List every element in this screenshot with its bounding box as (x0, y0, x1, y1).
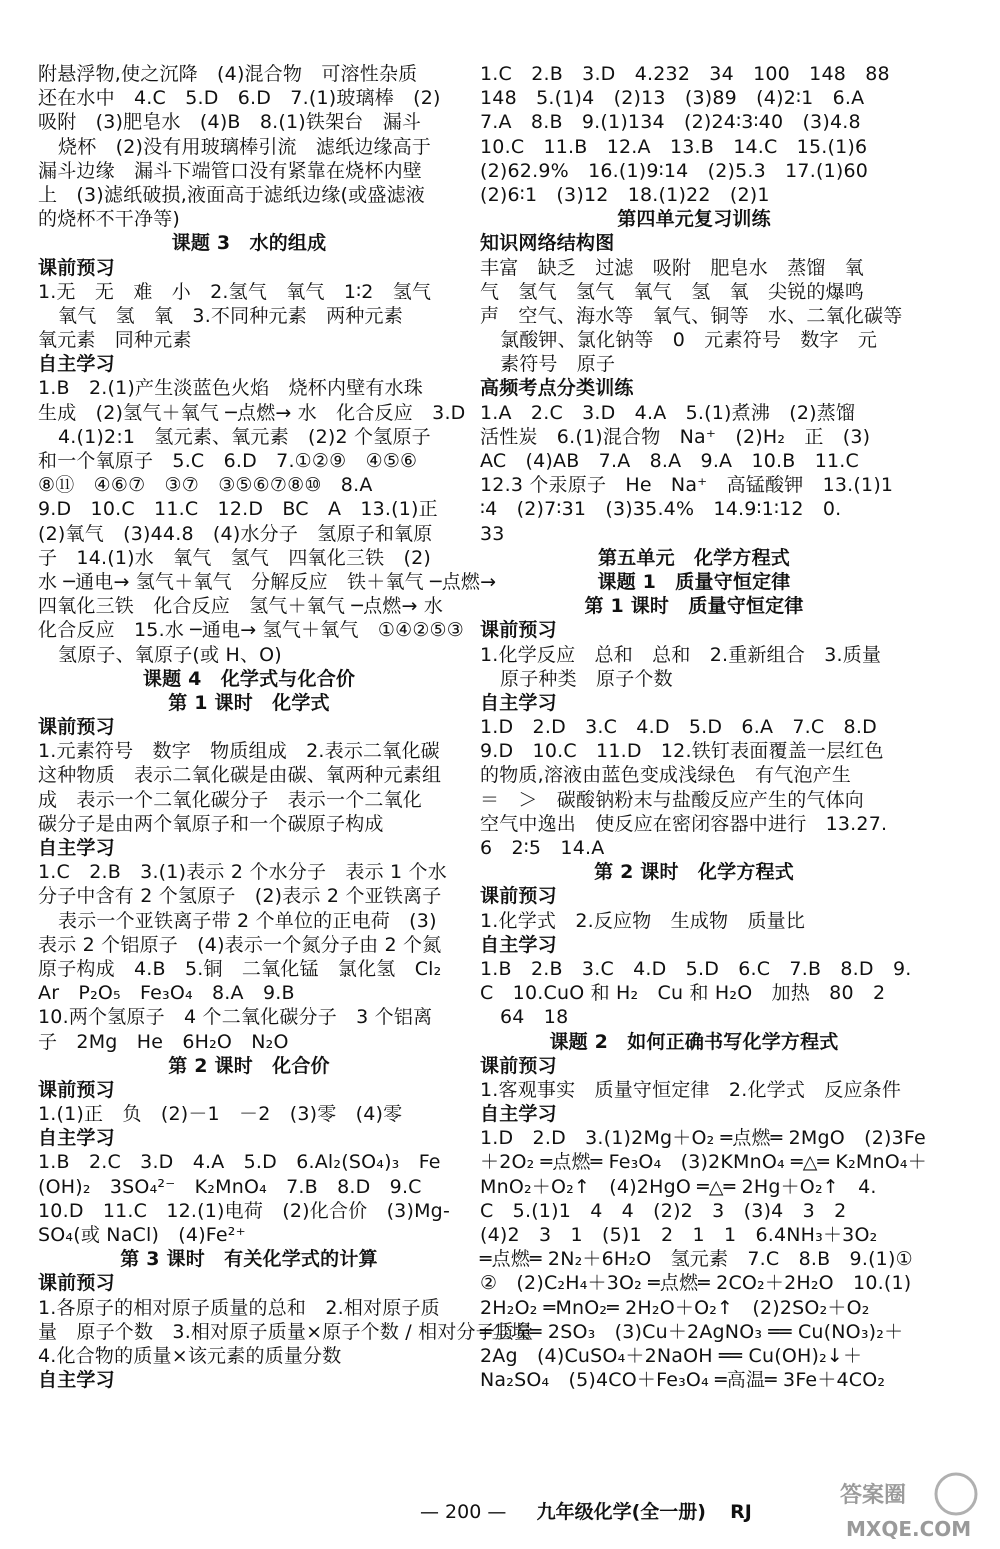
answer-line: 和一个氧原子 5.C 6.D 7.①②⑨ ④⑤⑥ (38, 450, 418, 472)
answer-line: ═点燃═ 2N₂＋6H₂O 氢元素 7.C 8.B 9.(1)① (480, 1248, 913, 1271)
answer-line: 148 5.(1)4 (2)13 (3)89 (4)2∶1 6.A (480, 87, 865, 110)
section-title: 课题 3 水的组成 (171, 232, 327, 255)
answer-line: ＝ ＞ 碳酸钠粉末与盐酸反应产生的气体向 (480, 788, 865, 811)
section-heading: 自主学习 (480, 933, 557, 956)
answer-line: 9.D 10.C 11.D 12.铁钉表面覆盖一层红色 (480, 740, 884, 763)
answer-line: Na₂SO₄ (5)4CO＋Fe₃O₄ ═高温═ 3Fe＋4CO₂ (480, 1369, 886, 1392)
answer-line: 10.两个氢原子 4 个二氧化碳分子 3 个铝离 (38, 1006, 433, 1029)
answer-line: 1.B 2.(1)产生淡蓝色火焰 烧杯内壁有水珠 (38, 377, 424, 400)
answer-line: 氧元素 同种元素 (38, 329, 192, 352)
answer-line: 吸附 (3)肥皂水 (4)B 8.(1)铁架台 漏斗 (38, 111, 422, 134)
answer-line: 这种物质 表示二氧化碳是由碳、氧两种元素组 (38, 764, 442, 787)
answer-line: ═尘埃═ 2SO₃ (3)Cu＋2AgNO₃ ══ Cu(NO₃)₂＋ (480, 1320, 904, 1343)
page-number: — 200 — (420, 1501, 507, 1523)
section-heading: 课前预习 (480, 619, 557, 642)
answer-line: 原子种类 原子个数 (500, 667, 673, 690)
answer-line: 1.D 2.D 3.(1)2Mg＋O₂ ═点燃═ 2MgO (2)3Fe (480, 1127, 926, 1150)
answer-line: 水 ─通电→ 氢气＋氧气 分解反应 铁＋氧气 ─点燃→ (38, 570, 497, 593)
answer-line: 子 2Mg He 6H₂O N₂O (38, 1030, 289, 1053)
answer-line: 10.C 11.B 12.A 13.B 14.C 15.(1)6 (480, 135, 868, 158)
section-heading: 自主学习 (38, 1369, 115, 1392)
answer-line: 1.B 2.B 3.C 4.D 5.D 6.C 7.B 8.D 9. (480, 957, 912, 980)
answer-line: 表示一个亚铁离子带 2 个单位的正电荷 (3) (58, 909, 437, 932)
answer-line: 1.D 2.D 3.C 4.D 5.D 6.A 7.C 8.D (480, 716, 877, 739)
section-heading: 自主学习 (480, 1103, 557, 1126)
answer-line: 成 表示一个二氧化碳分子 表示一个二氧化 (38, 788, 423, 811)
watermark-site: MXQE.COM (846, 1517, 972, 1541)
answer-line: (2)62.9% 16.(1)9∶14 (2)5.3 17.(1)60 (480, 159, 869, 182)
answer-line: 上 (3)滤纸破损,液面高于滤纸边缘(或盛滤液 (38, 183, 425, 206)
answer-line: 1.A 2.C 3.D 4.A 5.(1)煮沸 (2)蒸馏 (480, 401, 856, 424)
answer-line: 声 空气、海水等 氧气、铜等 水、二氧化碳等 (480, 304, 903, 327)
answer-line: 1.元素符号 数字 物质组成 2.表示二氧化碳 (38, 740, 440, 763)
answer-line: 10.D 11.C 12.(1)电荷 (2)化合价 (3)Mg- (38, 1199, 450, 1222)
section-title: 第四单元复习训练 (617, 208, 771, 231)
answer-line: 4.化合物的质量×该元素的质量分数 (38, 1344, 342, 1367)
watermark-text: 答案圈 (840, 1483, 907, 1508)
answer-line: 1.C 2.B 3.D 4.232 34 100 148 88 (480, 63, 890, 85)
section-title: 第 1 课时 质量守恒定律 (584, 595, 804, 618)
answer-line: 氢原子、氧原子(或 H、O) (58, 643, 282, 666)
answer-line: 附悬浮物,使之沉降 (4)混合物 可溶性杂质 (38, 63, 418, 85)
section-heading: 自主学习 (480, 691, 557, 714)
answer-line: 活性炭 6.(1)混合物 Na⁺ (2)H₂ 正 (3) (480, 425, 871, 448)
right-column (480, 62, 927, 1392)
answer-line: 1.无 无 难 小 2.氢气 氧气 1∶2 氢气 (38, 280, 432, 303)
answer-line: 素符号 原子 (500, 353, 616, 376)
answer-line: ∶4 (2)7∶31 (3)35.4% 14.9∶1∶12 0. (480, 498, 842, 521)
answer-line: 33 (480, 522, 505, 545)
edition-label: RJ (730, 1501, 752, 1523)
answer-line: MnO₂＋O₂↑ (4)2HgO ═△═ 2Hg＋O₂↑ 4. (480, 1175, 877, 1198)
answer-line: 7.A 8.B 9.(1)134 (2)24∶3∶40 (3)4.8 (480, 111, 861, 134)
answer-line: 丰富 缺乏 过滤 吸附 肥皂水 蒸馏 氧 (480, 256, 865, 279)
answer-line: 化合反应 15.水 ─通电→ 氢气＋氧气 ①④②⑤③ (38, 619, 465, 642)
section-title: 第 1 课时 化学式 (168, 691, 330, 714)
answer-line: 9.D 10.C 11.C 12.D BC A 13.(1)正 (38, 498, 438, 521)
answer-line: 表示 2 个铝原子 (4)表示一个氮分子由 2 个氮 (38, 933, 442, 956)
answer-line: (2)6∶1 (3)12 18.(1)22 (2)1 (480, 183, 770, 206)
section-heading: 自主学习 (38, 1127, 115, 1150)
section-heading: 自主学习 (38, 353, 115, 376)
section-heading: 课前预习 (38, 256, 115, 279)
section-heading: 课前预习 (480, 1054, 557, 1077)
book-title: 九年级化学(全一册) (536, 1501, 706, 1523)
answer-line: 四氧化三铁 化合反应 氢气＋氧气 ─点燃→ 水 (38, 595, 444, 618)
section-heading: 知识网络结构图 (480, 232, 615, 255)
section-heading: 自主学习 (38, 837, 115, 859)
answer-line: 4.(1)2:1 氢元素、氧元素 (2)2 个氢原子 (58, 425, 431, 448)
answer-line: 的物质,溶液由蓝色变成浅绿色 有气泡产生 (480, 764, 852, 787)
answer-line: 碳分子是由两个氧原子和一个碳原子构成 (38, 812, 384, 835)
answer-line: 量 原子个数 3.相对原子质量×原子个数 / 相对分子质量 (38, 1320, 534, 1343)
answer-line: 2Ag (4)CuSO₄＋2NaOH ══ Cu(OH)₂↓＋ (480, 1344, 863, 1367)
answer-line: 1.B 2.C 3.D 4.A 5.D 6.Al₂(SO₄)₃ Fe (38, 1151, 441, 1174)
section-title: 第 3 课时 有关化学式的计算 (120, 1248, 378, 1271)
answer-line: C 10.CuO 和 H₂ Cu 和 H₂O 加热 80 2 (480, 982, 886, 1005)
answer-line: ＋2O₂ ═点燃═ Fe₃O₄ (3)2KMnO₄ ═△═ K₂MnO₄＋ (480, 1151, 927, 1174)
answer-line: (2)氧气 (3)44.8 (4)水分子 氢原子和氧原 (38, 522, 433, 545)
answer-line: 烧杯 (2)没有用玻璃棒引流 滤纸边缘高于 (58, 135, 432, 158)
answer-line: 1.各原子的相对原子质量的总和 2.相对原子质 (38, 1296, 440, 1319)
answer-line: 64 18 (500, 1006, 569, 1029)
answer-line: 1.C 2.B 3.(1)表示 2 个水分子 表示 1 个水 (38, 861, 447, 884)
answer-line: SO₄(或 NaCl) (4)Fe²⁺ (38, 1224, 246, 1246)
section-heading: 高频考点分类训练 (480, 377, 634, 400)
answer-line: 12.3 个汞原子 He Na⁺ 高锰酸钾 13.(1)1 (480, 474, 894, 497)
answer-line: 原子构成 4.B 5.铜 二氧化锰 氯化氢 Cl₂ (38, 957, 442, 980)
section-title: 课题 4 化学式与化合价 (142, 667, 356, 690)
page-footer (420, 1497, 752, 1524)
answer-line: ⑧⑪ ④⑥⑦ ③⑦ ③⑤⑥⑦⑧⑩ 8.A (38, 474, 373, 497)
answer-line: 1.客观事实 质量守恒定律 2.化学式 反应条件 (480, 1078, 902, 1101)
section-heading: 课前预习 (38, 716, 115, 739)
section-heading: 课前预习 (38, 1078, 115, 1101)
section-title: 课题 2 如何正确书写化学方程式 (549, 1030, 839, 1053)
answer-line: 1.化学式 2.反应物 生成物 质量比 (480, 909, 806, 932)
section-title: 第 2 课时 化合价 (168, 1054, 330, 1077)
watermark-logo (836, 1470, 986, 1545)
answer-line: 2H₂O₂ ═MnO₂═ 2H₂O＋O₂↑ (2)2SO₂＋O₂ (480, 1296, 870, 1319)
section-heading: 课前预习 (480, 885, 557, 908)
answer-line: 气 氢气 氢气 氧气 氢 氧 尖锐的爆鸣 (480, 280, 865, 303)
answer-line: 氧气 氢 氧 3.不同种元素 两种元素 (58, 304, 403, 327)
answer-line: (4)2 3 1 (5)1 2 1 1 6.4NH₃＋3O₂ (480, 1224, 878, 1246)
answer-line: (OH)₂ 3SO₄²⁻ K₂MnO₄ 7.B 8.D 9.C (38, 1175, 422, 1198)
answer-line: 氯酸钾、氯化钠等 0 元素符号 数字 元 (500, 329, 878, 352)
answer-line: 还在水中 4.C 5.D 6.D 7.(1)玻璃棒 (2) (38, 87, 441, 110)
answer-line: AC (4)AB 7.A 8.A 9.A 10.B 11.C (480, 450, 859, 472)
section-title: 课题 1 质量守恒定律 (597, 570, 791, 593)
section-heading: 课前预习 (38, 1272, 115, 1295)
answer-line: 生成 (2)氢气＋氧气 ─点燃→ 水 化合反应 3.D (38, 401, 466, 424)
answer-line: ② (2)C₂H₄＋3O₂ ═点燃═ 2CO₂＋2H₂O 10.(1) (480, 1272, 912, 1295)
section-title: 第 2 课时 化学方程式 (594, 861, 794, 884)
answer-line: 分子中含有 2 个氢原子 (2)表示 2 个亚铁离子 (38, 885, 442, 908)
answer-line: C 5.(1)1 4 4 (2)2 3 (3)4 3 2 (480, 1199, 847, 1222)
answer-line: 1.(1)正 负 (2)－1 －2 (3)零 (4)零 (38, 1103, 403, 1126)
answer-line: 6 2∶5 14.A (480, 837, 605, 859)
answer-line: 1.化学反应 总和 总和 2.重新组合 3.质量 (480, 643, 882, 666)
answer-line: 空气中逸出 使反应在密闭容器中进行 13.27. (480, 812, 888, 835)
answer-line: 子 14.(1)水 氧气 氢气 四氧化三铁 (2) (38, 546, 432, 569)
section-title: 第五单元 化学方程式 (597, 546, 790, 569)
answer-line: Ar P₂O₅ Fe₃O₄ 8.A 9.B (38, 982, 295, 1005)
watermark-circle-icon (936, 1474, 976, 1514)
answer-line: 漏斗边缘 漏斗下端管口没有紧靠在烧杯内壁 (38, 159, 423, 182)
answer-line: 的烧杯不干净等) (38, 208, 181, 231)
